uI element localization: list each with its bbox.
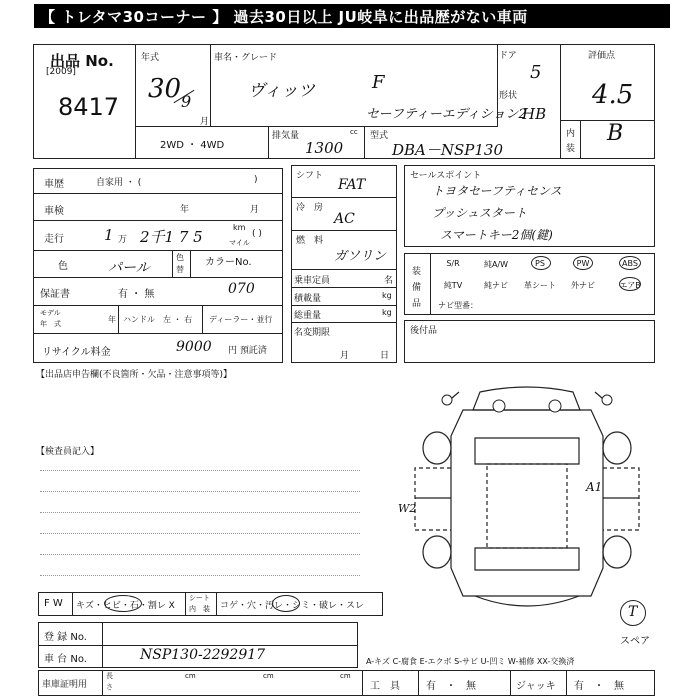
seat-circle-yogore [272,595,300,612]
grade-label: 評価点 [588,51,616,61]
equip-sr: S/R [446,259,460,268]
cm-unit-1: cm [185,672,196,680]
equip-navi: 純ナビ [484,281,508,290]
inspection-label: 車検 [44,206,64,217]
equip-abs: ABS [622,259,638,268]
model-name: ヴィッツ [248,81,315,101]
year-value: 30 [148,74,182,104]
shape-label: 形状 [499,91,518,101]
remarks-label: 【出品店申告欄(不良箇所・欠品・注意事項等)】 [36,370,233,380]
displacement-unit: cc [350,128,358,136]
spare-label: スペア [620,636,650,647]
fuel-label: 燃 料 [296,236,324,246]
equip-ps: PS [535,259,545,268]
history-value: 自家用 ・ ( [96,178,142,188]
lot-year-tag: [2009] [46,67,76,77]
interior-grade: B [607,121,624,146]
dealer-label: ディーラー・並行 [209,315,273,324]
equip-label-2: 備 [412,283,422,293]
chassis-value: NSP130-2292917 [140,647,266,663]
interior-label-1: 内 [566,129,576,139]
model-type-value: DBA－NSP130 [392,141,504,159]
gross-label: 総重量 [294,311,322,321]
model-year-label-1: モデル [40,309,61,317]
damage-mark-w2: W2 [398,502,417,515]
seat-options: コゲ・穴・汚レ・シミ・破レ・スレ [220,601,365,611]
color-code: 070 [228,281,255,297]
fw-label: F W [44,598,63,609]
header-title: 【 トレタマ30コーナー 】 過去30日以上 JU岐阜に出品歴がない車両 [40,8,528,26]
circle-ps [531,256,551,270]
ac-value: AC [334,211,355,227]
warranty-label: 保証書 [40,289,70,300]
equip-label-3: 品 [412,299,422,309]
circle-pw [573,256,593,270]
shift-value: FAT [338,177,366,193]
tools-value: 有 ・ 無 [426,681,476,692]
history-close: ) [254,175,258,185]
color-change-1: 色 [176,253,184,262]
inspection-month: 月 [250,205,260,215]
model-label: 車名・グレード [214,53,278,63]
sheet-top-frame [33,44,655,159]
inspection-year: 年 [180,205,190,215]
displacement-label: 排気量 [272,131,300,141]
equip-tv: 純TV [443,281,463,290]
seat-label-1: シート [189,594,210,602]
handle-label: ハンドル 左 ・ 右 [123,315,193,324]
equip-ext-navi: 外ナビ [571,281,595,290]
month-value: 9 [181,92,192,111]
navi-model-label: ナビ型番： [438,301,478,310]
model-year-unit: 年 [108,315,116,324]
color-label: 色 [58,261,68,272]
warranty-value: 有 ・ 無 [118,289,155,300]
mileage-man: 1 [104,226,114,244]
name-change-label: 名変期限 [294,328,331,338]
mileage-label: 走行 [44,234,64,245]
shift-label: シフト [296,171,324,181]
model-grade: F [372,72,385,93]
car-damage-diagram [395,380,660,620]
model-year-label-2: 年 式 [40,320,61,328]
seat-label-2: 内 装 [189,605,210,613]
grade-score: 4.5 [592,80,634,110]
recycle-value: 9000 [176,339,212,355]
gross-unit: kg [382,308,392,317]
equip-leather: 革シート [524,281,556,290]
recycle-unit: 円 預託済 [228,346,267,356]
history-label: 車歴 [44,179,64,190]
model-type-label: 型式 [370,131,389,141]
tools-label: 工 具 [370,681,400,692]
damage-mark-a1: A1 [586,480,603,494]
damage-legend: A-キズ C-腐食 E-エクボ S-サビ U-凹ミ W-補修 XX-交換済 [366,657,575,666]
color-value: パール [108,260,150,276]
sales-point-3: スマートキー2個(鍵) [440,228,553,242]
mileage-paren: ( ) [252,229,262,239]
equip-pw: PW [576,259,590,268]
load-unit: kg [382,291,392,300]
aftermarket-label: 後付品 [410,326,438,336]
name-change-day: 日 [380,351,390,361]
circle-abs [619,256,641,270]
aftermarket-box [404,320,655,363]
jack-value: 有 ・ 無 [574,681,624,692]
load-label: 積載量 [294,294,322,304]
sales-point-2: プッシュスタート [432,206,527,220]
sales-point-1: トヨタセーフティセンス [432,184,562,198]
equip-airbag: エアB [619,281,641,290]
interior-label-2: 装 [566,144,576,154]
inspector-label: 【検査員記入】 [36,447,100,457]
equip-aw: 純A/W [483,260,509,269]
mileage-mile: マイル [229,239,250,247]
capacity-label: 乗車定員 [294,276,331,286]
cm-unit-2: cm [263,672,274,680]
color-code-label: カラーNo. [205,257,252,268]
lot-label: 出品 No. [50,52,114,70]
cert-label: 車庫証明用 [42,680,88,690]
fuel-value: ガソリン [334,249,387,264]
lot-number: 8417 [58,93,120,121]
mileage-km: km [233,223,246,232]
displacement-value: 1300 [305,139,344,157]
fw-options: キズ・ヒビ・石・割レ X [76,601,175,611]
capacity-unit: 名 [384,276,394,286]
reg-label: 登 録 No. [44,632,87,643]
mileage-unit-man: 万 [118,235,128,245]
chassis-label: 車 台 No. [44,654,87,665]
color-change-2: 替 [176,265,184,274]
drive-label: 2WD ・ 4WD [160,140,225,151]
month-unit: 月 [200,117,210,127]
name-change-month: 月 [340,351,350,361]
model-body: HB [522,105,547,123]
year-label: 年式 [141,53,160,63]
door-count: 5 [530,62,542,83]
model-grade-note: セーフティーエディション2 [366,107,527,122]
mileage-rest: 2千1 7 5 [140,228,203,246]
ac-label: 冷 房 [296,203,324,213]
sales-points-label: セールスポイント [410,171,482,181]
fw-circle-hibi [104,595,142,612]
jack-label: ジャッキ [516,681,556,692]
equip-label-1: 装 [412,267,422,277]
recycle-label: リサイクル料金 [42,347,111,358]
spare-mark: T [628,604,638,620]
length-label-2: さ [106,683,113,691]
door-label: ドア [499,51,517,61]
cm-unit-3: cm [340,672,351,680]
circle-airbag [619,277,641,291]
length-label-1: 長 [106,672,113,680]
